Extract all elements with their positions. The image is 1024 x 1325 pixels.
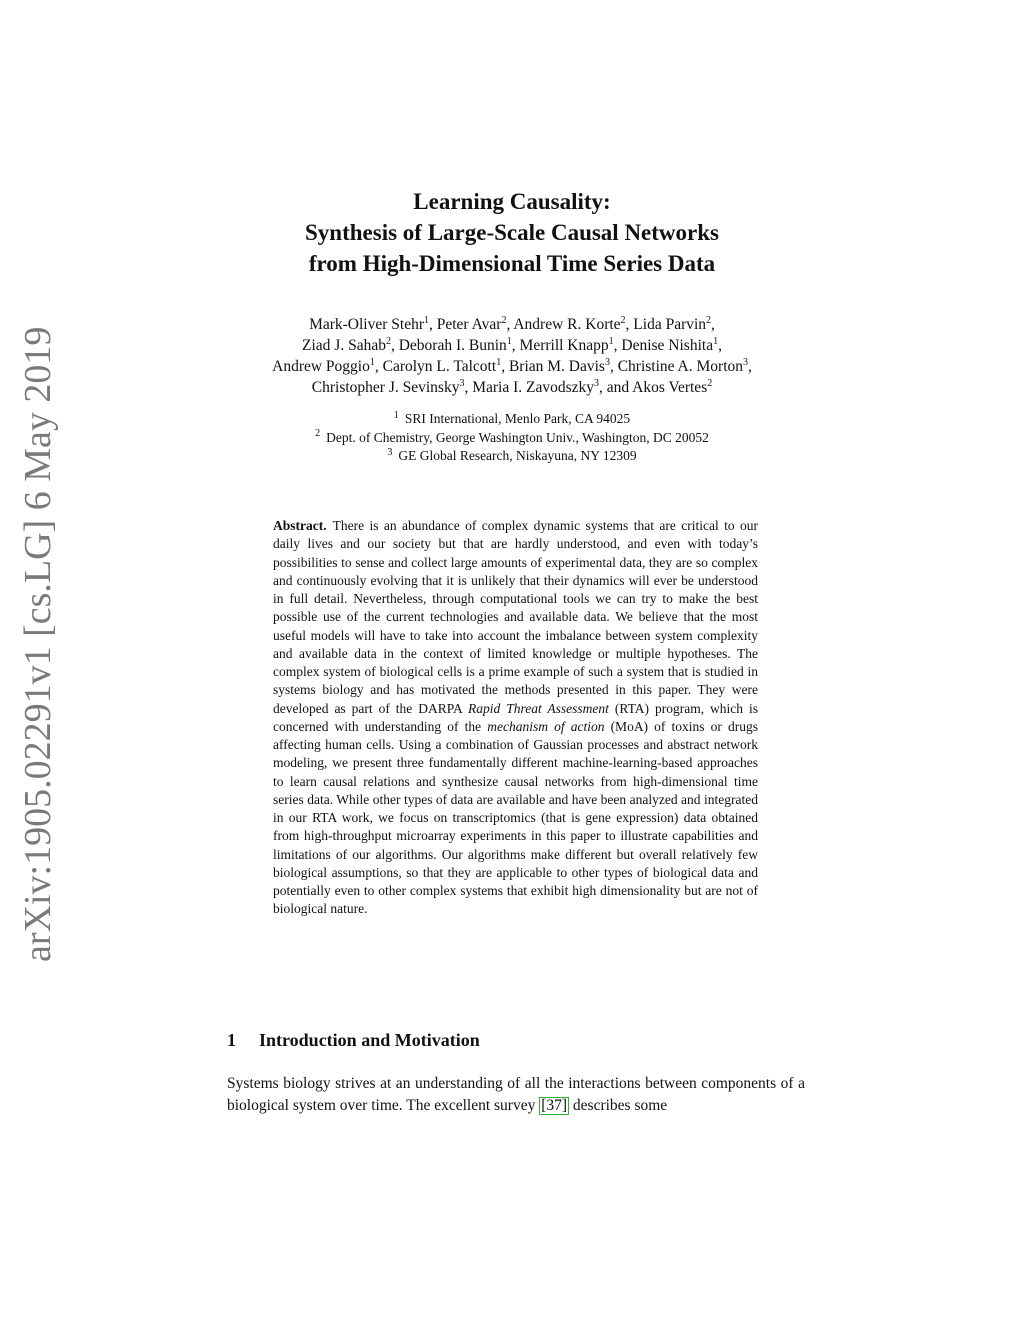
- author-separator: ,: [711, 316, 715, 333]
- author-name: Denise Nishita: [621, 337, 714, 354]
- author-name: Ziad J. Sahab: [302, 337, 386, 354]
- author-name: Peter Avar: [436, 316, 502, 333]
- author-affiliation-mark: 3: [743, 356, 748, 368]
- author-name: Mark-Oliver Stehr: [309, 316, 424, 333]
- abstract-text: (MoA) of toxins or drugs affecting human cells. Using a combination of Gaussian processes and abstract network modeling, we present three fundamentally different machine-learning-based approaches to learn causal relations and synthesize causal networks from high-dimensional time series data. While other types of data are available and have been analyzed and integrated in our RTA work, we focus on transcriptomics (that is gene expression) data obtained from high-throughput microarray experiments in this paper to illustrate capabilities and limitations of our algorithms. Our algorithms make different but overall relatively few biological assumptions, so that they are applicable to other types of biological data and potentially even to other complex systems that exhibit high dimensionality but are not of biological nature.: [273, 718, 758, 917]
- author-name: Carolyn L. Talcott: [382, 358, 497, 375]
- author-name: and Akos Vertes: [606, 379, 708, 396]
- author-separator: ,: [625, 316, 634, 333]
- author-name: Maria I. Zavodszky: [472, 379, 595, 396]
- section-number: 1: [227, 1030, 236, 1050]
- author-line: [0, 356, 1024, 377]
- affiliation: [0, 447, 1024, 466]
- affiliation-text: SRI International, Menlo Park, CA 94025: [404, 411, 631, 426]
- author-separator: ,: [501, 358, 509, 375]
- affiliation-text: GE Global Research, Niskayuna, NY 12309: [398, 448, 637, 463]
- author-separator: ,: [511, 337, 520, 354]
- affiliation-number: 1: [393, 409, 399, 421]
- affiliation-number: 2: [315, 428, 321, 439]
- author-name: Lida Parvin: [633, 316, 707, 333]
- arxiv-identifier: arXiv:1905.02291v1 [cs.LG] 6 May 2019: [17, 326, 59, 962]
- author-affiliation-mark: 2: [706, 314, 712, 326]
- author-name: Merrill Knapp: [519, 337, 609, 354]
- abstract-emphasis: Rapid Threat Assessment: [468, 700, 609, 716]
- author-affiliation-mark: 2: [620, 314, 626, 326]
- title-line: Synthesis of Large-Scale Causal Networks: [305, 220, 719, 245]
- author-separator: ,: [613, 337, 622, 354]
- title-line: Learning Causality:: [413, 189, 611, 214]
- author-affiliation-mark: 1: [496, 356, 502, 368]
- intro-text-continued: describes some: [569, 1096, 668, 1114]
- author-affiliation-mark: 2: [707, 377, 713, 389]
- author-line: [0, 314, 1024, 335]
- author-affiliation-mark: 2: [501, 314, 507, 326]
- author-name: Christine A. Morton: [617, 358, 743, 375]
- affiliation-list: [0, 410, 1024, 466]
- author-affiliation-mark: 2: [385, 335, 391, 347]
- author-separator: ,: [609, 358, 618, 375]
- author-affiliation-mark: 3: [459, 377, 465, 389]
- abstract: [273, 517, 758, 919]
- author-separator: ,: [718, 337, 722, 354]
- author-affiliation-mark: 3: [594, 377, 600, 389]
- intro-text: Systems biology strives at an understanding of all the interactions between components of a biological system over time. The excellent survey: [227, 1075, 805, 1114]
- affiliation: [0, 410, 1024, 429]
- abstract-text: (RTA) program, which is concerned with understanding of the: [273, 700, 758, 734]
- author-affiliation-mark: 1: [424, 314, 429, 326]
- author-separator: ,: [599, 379, 607, 396]
- section-heading: [227, 1030, 480, 1051]
- author-separator: ,: [390, 337, 399, 354]
- citation-link[interactable]: [37]: [541, 1096, 568, 1114]
- abstract-text: There is an abundance of complex dynamic systems that are critical to our daily lives and our society but that are hardly understood, and even with today’s possibilities to sense and collect large amounts of experimental data, they are so complex and continuously evolving that it is unlikely that their dynamics will ever be understood in full detail. Nevertheless, through computational tools we can try to make the best possible use of the current technologies and available data. We believe that the most useful models will have to take into account the imbalance between system complexity and available data in the context of limited knowledge or multiple hypotheses. The complex system of biological cells is a prime example of such a system that is studied in systems biology and has motivated the methods presented in this paper. They were developed as part of the DARPA: [273, 518, 758, 716]
- author-name: Brian M. Davis: [508, 358, 605, 375]
- author-affiliation-mark: 1: [506, 335, 512, 347]
- paper-title: [0, 186, 1024, 279]
- author-name: Deborah I. Bunin: [398, 337, 507, 354]
- author-name: Christopher J. Sevinsky: [311, 379, 460, 396]
- affiliation: [0, 429, 1024, 448]
- author-separator: ,: [429, 316, 437, 333]
- intro-paragraph: [227, 1073, 805, 1116]
- author-affiliation-mark: 1: [608, 335, 614, 347]
- author-name: Andrew Poggio: [272, 358, 370, 375]
- section-title: Introduction and Motivation: [259, 1030, 480, 1050]
- affiliation-number: 3: [387, 446, 393, 458]
- author-list: [0, 314, 1024, 398]
- author-separator: ,: [506, 316, 514, 333]
- abstract-body: [273, 518, 758, 916]
- title-line: from High-Dimensional Time Series Data: [308, 251, 716, 276]
- author-separator: ,: [748, 358, 752, 375]
- author-affiliation-mark: 3: [604, 356, 610, 368]
- author-affiliation-mark: 1: [713, 335, 719, 347]
- affiliation-text: Dept. of Chemistry, George Washington Univ., Washington, DC 20052: [326, 429, 709, 445]
- author-line: [0, 377, 1024, 398]
- abstract-emphasis: mechanism of action: [487, 718, 605, 734]
- author-affiliation-mark: 1: [369, 356, 375, 368]
- author-line: [0, 335, 1024, 356]
- author-separator: ,: [374, 358, 383, 375]
- author-name: Andrew R. Korte: [513, 316, 621, 333]
- author-separator: ,: [464, 379, 473, 396]
- abstract-label: Abstract.: [273, 518, 327, 533]
